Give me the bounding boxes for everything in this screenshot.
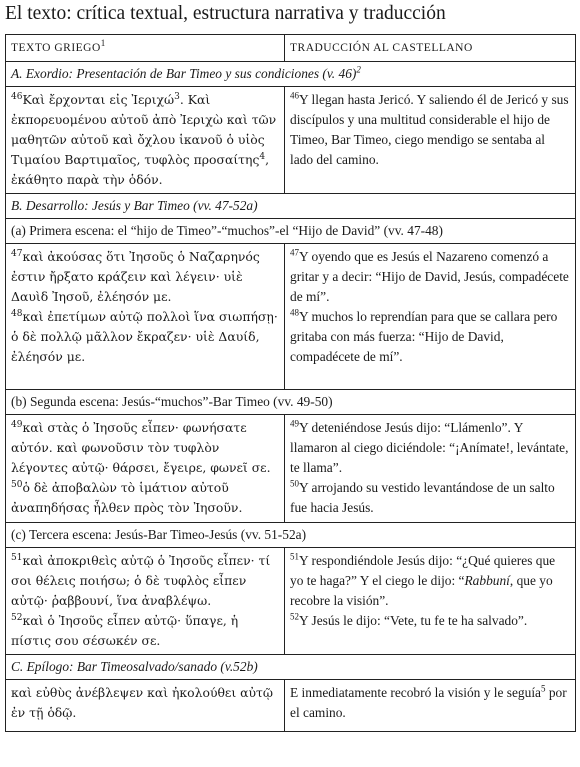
spanish-text: Y muchos lo reprendían para que se callara pero gritaba con más fuerza: “Hijo de David, compadécete de mí”. (290, 309, 558, 364)
footnote-marker: 2 (356, 64, 361, 75)
spanish-text-cell (285, 244, 576, 390)
spanish-text: Y Jesús le dijo: “Vete, tu fe te ha salvado”. (299, 613, 528, 628)
footnote-marker: 3 (174, 91, 180, 102)
footnote-marker: 1 (100, 38, 106, 49)
scene-row-3 (6, 523, 576, 548)
page-title: El texto: crítica textual, estructura narrativa y traducción (5, 3, 446, 24)
verse-paragraph (290, 478, 570, 518)
verse-paragraph (11, 611, 279, 651)
greek-text: καὶ στὰς ὁ Ἰησοῦς εἶπεν· φωνήσατε αὐτόν. καὶ φωνοῦσιν τὸν τυφλὸν λέγοντες αὐτῷ· θάρσει, ἔγειρε, φωνεῖ σε. (11, 420, 271, 475)
section-heading (6, 655, 576, 680)
greek-text: . Καὶ ἐκπορευομένου αὐτοῦ ἀπὸ Ἰεριχὼ καὶ τῶν μαθητῶν αὐτοῦ καὶ ὄχλου ἱκανοῦ ὁ υἱὸς Τιμαίου Βαρτιμαῖος, τυφλὸς προσαίτης (11, 92, 277, 167)
footnote-marker: 5 (541, 683, 546, 694)
spanish-header-label: TRADUCCIÓN AL CASTELLANO (290, 42, 473, 54)
greek-text: καὶ εὐθὺς ἀνέβλεψεν καὶ ἠκολούθει αὐτῷ ἐν τῇ ὁδῷ. (11, 685, 274, 720)
section-label: A. Exordio: Presentación de Bar Timeo y sus condiciones (v. 46) (11, 66, 357, 81)
verse-number: 48 (290, 307, 299, 318)
spanish-text: Y respondiéndole Jesús dijo: “¿Qué quieres que yo te haga?” Y el ciego le dijo: “ (290, 553, 556, 588)
verse-paragraph (290, 307, 570, 367)
scene-row-2 (6, 390, 576, 415)
spanish-text-cell (285, 548, 576, 655)
scene-heading: (c) Tercera escena: Jesús-Bar Timeo-Jesús (vv. 51-52a) (6, 523, 576, 548)
verse-number: 46 (290, 90, 299, 101)
parallel-text-table (5, 34, 576, 732)
spanish-text: Y arrojando su vestido levantándose de un salto fue hacia Jesús. (290, 480, 555, 515)
verse-paragraph (11, 247, 279, 307)
verse-number: 49 (11, 419, 23, 430)
verse-number: 52 (290, 611, 299, 622)
verse-row-51-52 (6, 548, 576, 655)
greek-text-cell (6, 415, 285, 523)
verse-number: 49 (290, 418, 299, 429)
verse-number: 50 (290, 478, 299, 489)
verse-number: 47 (11, 248, 23, 259)
spanish-text: E inmediatamente recobró la visión y le seguía (290, 685, 541, 700)
greek-text-cell (6, 548, 285, 655)
greek-text-cell (6, 244, 285, 390)
spanish-text-cell (285, 87, 576, 194)
greek-text: Καὶ ἔρχονται εἰς Ἰεριχώ (22, 92, 175, 107)
greek-text: ὁ δὲ ἀποβαλὼν τὸ ἱμάτιον αὐτοῦ ἀναπηδήσας ἦλθεν πρὸς τὸν Ἰησοῦν. (11, 480, 243, 515)
verse-number: 48 (11, 308, 23, 319)
spanish-text: Y llegan hasta Jericó. Y saliendo él de Jericó y sus discípulos y una multitud considerable el hijo de Timeo, Bar Timeo, ciego mendigo se sentaba al lado del camino. (290, 92, 569, 167)
verse-paragraph (290, 418, 570, 478)
spanish-text: Y oyendo que es Jesús el Nazareno comenzó a gritar y a decir: “Hijo de David, Jesús, compadécete de mí”. (290, 249, 569, 304)
greek-text: καὶ ἐπετίμων αὐτῷ πολλοὶ ἵνα σιωπήσῃ· ὁ δὲ πολλῷ μᾶλλον ἔκραζεν· υἱὲ Δαυίδ, ἐλέησόν με. (11, 309, 278, 364)
spanish-text: por el camino. (290, 685, 567, 720)
verse-row-52b (6, 680, 576, 732)
greek-text: , ἐκάθητο παρὰ τὴν ὁδόν. (11, 152, 270, 187)
verse-number: 51 (11, 552, 23, 563)
section-label: B. Desarrollo: Jesús y Bar Timeo (vv. 47-52a) (11, 198, 258, 213)
spanish-text: , que yo recobre la visión”. (290, 573, 553, 608)
verse-row-46 (6, 87, 576, 194)
greek-text: καὶ ὁ Ἰησοῦς εἶπεν αὐτῷ· ὕπαγε, ἡ πίστις σου σέσωκέν σε. (11, 613, 239, 648)
verse-paragraph (290, 551, 570, 611)
section-heading (6, 62, 576, 87)
greek-header-label: TEXTO GRIEGO (11, 42, 101, 54)
verse-paragraph (290, 611, 570, 631)
verse-paragraph (11, 478, 279, 518)
section-row-exordio (6, 62, 576, 87)
section-label: C. Epílogo: Bar Timeosalvado/sanado (v.52b) (11, 659, 258, 674)
verse-number: 46 (11, 91, 23, 102)
scene-heading: (b) Segunda escena: Jesús-“muchos”-Bar Timeo (vv. 49-50) (6, 390, 576, 415)
spanish-text-cell (285, 680, 576, 732)
greek-text-cell (6, 680, 285, 732)
verse-number: 52 (11, 612, 23, 623)
scene-row-1 (6, 219, 576, 244)
verse-paragraph (11, 307, 279, 367)
greek-text-cell (6, 87, 285, 194)
verse-number: 47 (290, 247, 299, 258)
verse-row-47-48 (6, 244, 576, 390)
greek-column-header (6, 35, 285, 62)
greek-text: καὶ ἀκούσας ὅτι Ἰησοῦς ὁ Ναζαρηνός ἐστιν ἤρξατο κράζειν καὶ λέγειν· υἱὲ Δαυὶδ Ἰησοῦ, ἐλέησόν με. (11, 249, 260, 304)
verse-number: 50 (11, 479, 23, 490)
spanish-text-cell (285, 415, 576, 523)
spanish-italic-term: Rabbuní (464, 573, 510, 588)
footnote-marker: 4 (259, 151, 266, 162)
spanish-column-header (285, 35, 576, 62)
verse-row-49-50 (6, 415, 576, 523)
section-row-epilogo (6, 655, 576, 680)
verse-paragraph (11, 418, 279, 478)
greek-text: καὶ ἀποκριθεὶς αὐτῷ ὁ Ἰησοῦς εἶπεν· τί σοι θέλεις ποιήσω; ὁ δὲ τυφλὸς εἶπεν αὐτῷ· ῥαββουνί, ἵνα ἀναβλέψω. (11, 553, 271, 608)
scene-heading: (a) Primera escena: el “hijo de Timeo”-“muchos”-el “Hijo de David” (vv. 47-48) (6, 219, 576, 244)
table-header-row (6, 35, 576, 62)
section-heading (6, 194, 576, 219)
verse-paragraph (11, 551, 279, 611)
verse-paragraph (290, 247, 570, 307)
section-row-desarrollo (6, 194, 576, 219)
verse-number: 51 (290, 551, 299, 562)
spanish-text: Y deteniéndose Jesús dijo: “Llámenlo”. Y llamaron al ciego diciéndole: “¡Anímate!, levántate, te llama”. (290, 420, 569, 475)
